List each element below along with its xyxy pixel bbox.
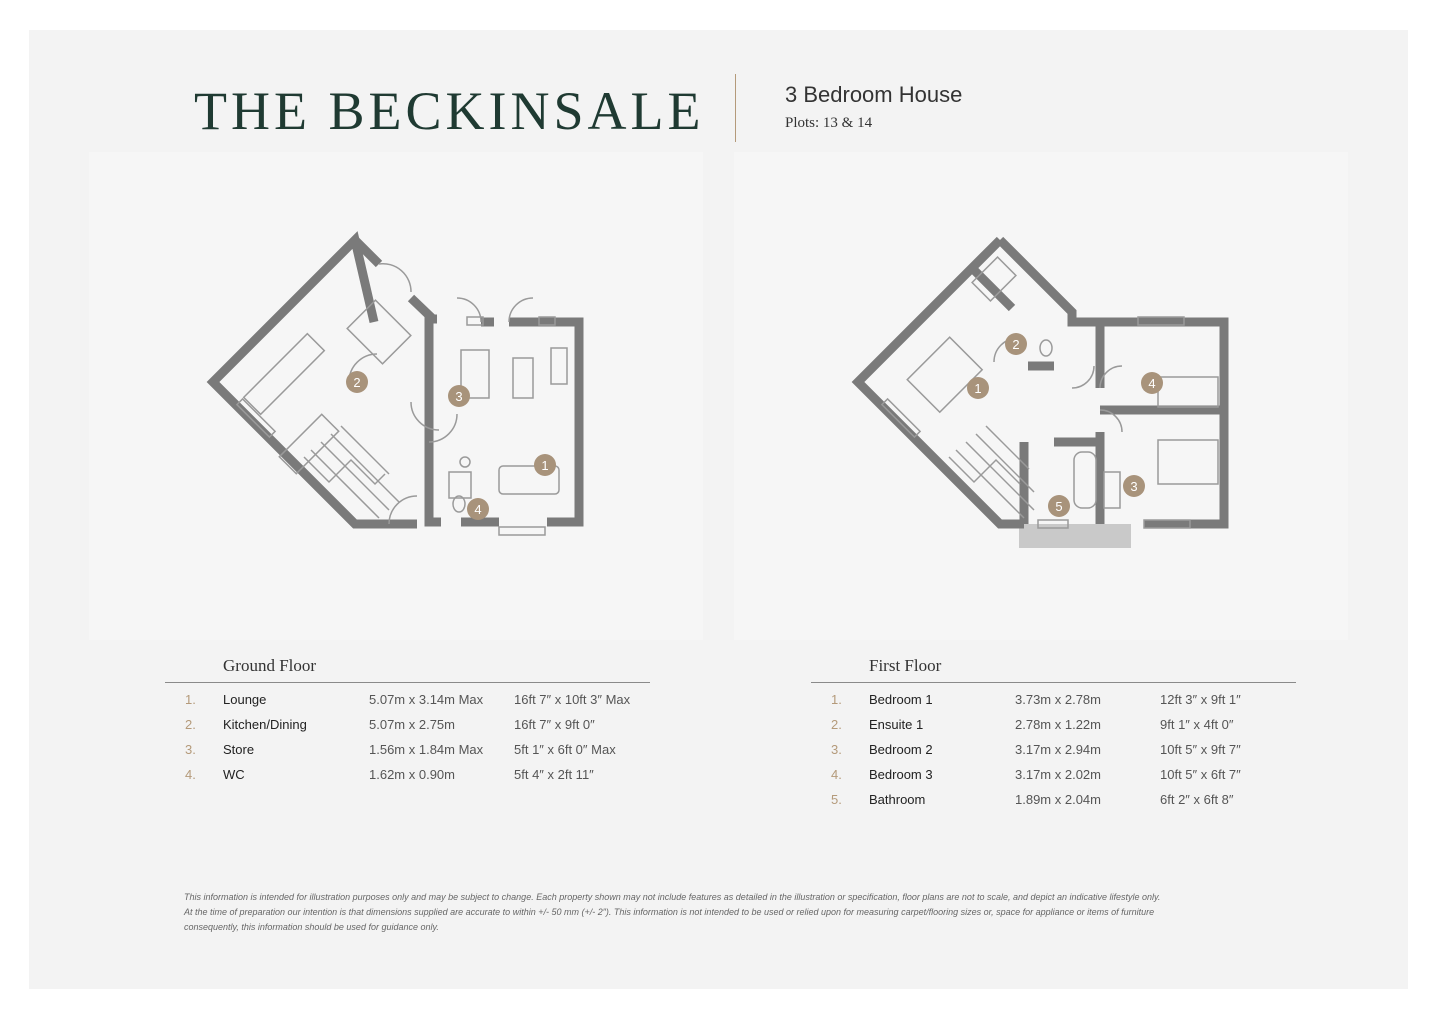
room-name: Store: [223, 742, 255, 757]
room-marker-1: 1: [541, 458, 549, 473]
room-marker-5: 5: [1055, 499, 1063, 514]
room-number: 4.: [831, 767, 842, 782]
balcony: [1019, 524, 1131, 548]
room-size-imperial: 12ft 3″ x 9ft 1″: [1160, 692, 1241, 707]
first-floor-plan-drawing: [734, 152, 1348, 640]
room-number: 3.: [831, 742, 842, 757]
ground-floor-plan-drawing: [89, 152, 703, 640]
ground-floor-heading: Ground Floor: [223, 656, 317, 675]
room-size-metric: 1.89m x 2.04m: [1015, 792, 1101, 807]
room-marker-4: 4: [474, 502, 482, 517]
room-number: 3.: [185, 742, 196, 757]
room-marker-3: 3: [455, 389, 463, 404]
house-type: 3 Bedroom House: [785, 82, 963, 107]
page-title: THE BECKINSALE: [194, 81, 705, 141]
first-floor-heading: First Floor: [869, 656, 942, 675]
room-number: 1.: [831, 692, 842, 707]
disclaimer-line: This information is intended for illustration purposes only and may be subject to change. Each property shown may not include features as detailed in the illustration or specification, floor plans are not to scale, and depict an indicative lifestyle only.: [184, 892, 1161, 902]
room-size-metric: 3.73m x 2.78m: [1015, 692, 1101, 707]
room-marker-2: 2: [353, 375, 361, 390]
room-size-imperial: 5ft 1″ x 6ft 0″ Max: [514, 742, 616, 757]
title-divider: [735, 74, 736, 142]
room-size-metric: 5.07m x 2.75m: [369, 717, 455, 732]
room-size-metric: 1.56m x 1.84m Max: [369, 742, 484, 757]
disclaimer: [184, 890, 1274, 935]
room-name: Bedroom 3: [869, 767, 933, 782]
room-size-metric: 1.62m x 0.90m: [369, 767, 455, 782]
brochure-page: [29, 30, 1408, 989]
room-marker-4: 4: [1148, 376, 1156, 391]
room-name: Kitchen/Dining: [223, 717, 307, 732]
room-number: 4.: [185, 767, 196, 782]
plot-numbers: Plots: 13 & 14: [785, 115, 873, 131]
room-size-imperial: 16ft 7″ x 9ft 0″: [514, 717, 595, 732]
room-name: Ensuite 1: [869, 717, 924, 732]
ground-floor-plan: [89, 152, 703, 640]
room-number: 5.: [831, 792, 842, 807]
disclaimer-line: At the time of preparation our intention is that dimensions supplied are accurate to within +/- 50 mm (+/- 2″). This information is not intended to be used or relied upon for measuring carpet/flooring sizes or, space for appliance or items of furniture: [184, 907, 1155, 917]
room-size-metric: 5.07m x 3.14m Max: [369, 692, 484, 707]
room-size-imperial: 10ft 5″ x 6ft 7″: [1160, 767, 1241, 782]
room-name: Bedroom 1: [869, 692, 933, 707]
first-floor-rule: [811, 682, 1296, 683]
room-number: 2.: [185, 717, 196, 732]
disclaimer-line: consequently, this information should be used for guidance only.: [184, 922, 439, 932]
room-size-imperial: 9ft 1″ x 4ft 0″: [1160, 717, 1234, 732]
room-marker-1: 1: [974, 381, 982, 396]
room-name: WC: [223, 767, 245, 782]
room-size-imperial: 10ft 5″ x 9ft 7″: [1160, 742, 1241, 757]
room-marker-3: 3: [1130, 479, 1138, 494]
ground-floor-rule: [165, 682, 650, 683]
room-size-metric: 3.17m x 2.94m: [1015, 742, 1101, 757]
room-size-imperial: 16ft 7″ x 10ft 3″ Max: [514, 692, 631, 707]
room-size-metric: 3.17m x 2.02m: [1015, 767, 1101, 782]
room-name: Bedroom 2: [869, 742, 933, 757]
room-size-imperial: 5ft 4″ x 2ft 11″: [514, 767, 594, 782]
room-name: Bathroom: [869, 792, 926, 807]
room-name: Lounge: [223, 692, 267, 707]
room-size-imperial: 6ft 2″ x 6ft 8″: [1160, 792, 1234, 807]
room-number: 2.: [831, 717, 842, 732]
room-marker-2: 2: [1012, 337, 1020, 352]
first-floor-plan: [734, 152, 1348, 640]
room-size-metric: 2.78m x 1.22m: [1015, 717, 1101, 732]
room-number: 1.: [185, 692, 196, 707]
